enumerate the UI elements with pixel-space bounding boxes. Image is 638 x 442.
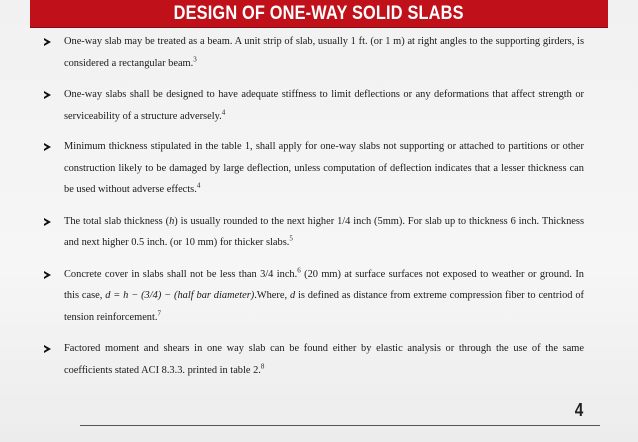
- page-number: 4: [574, 400, 584, 420]
- fraction: 1/4: [337, 215, 351, 227]
- bullet-item: [44, 211, 584, 254]
- arrow-bullet-icon: [44, 218, 51, 226]
- bullet-text: One-way slab may be treated as a beam. A unit strip of slab, usually 1 ft. (or 1 m) at right angles to the supporting girders, is considered a rectangular beam.: [64, 36, 584, 69]
- footnote-ref: 3: [193, 55, 197, 64]
- bullet-text: (20 mm) at surface surfaces not exposed to weather or ground. In this case,: [64, 268, 584, 301]
- bullet-text: Factored moment and shears in one way slab can be found either by elastic analysis or through the use of the same coefficients stated ACI 8.3.3. printed in table 2.: [64, 343, 584, 376]
- arrow-bullet-icon: [44, 91, 51, 99]
- slide-title: DESIGN OF ONE-WAY SOLID SLABS: [173, 2, 465, 24]
- formula: d = h − (3/4) − (half bar diameter): [105, 290, 255, 301]
- math-d: d: [289, 290, 296, 301]
- fraction: 3/4: [260, 268, 274, 280]
- arrow-bullet-icon: [44, 271, 51, 279]
- bullet-text: inch.: [273, 268, 298, 280]
- bullet-list: [44, 29, 584, 381]
- footnote-ref: 5: [289, 234, 293, 243]
- footnote-ref: 4: [196, 181, 201, 190]
- footnote-ref: 7: [157, 309, 161, 318]
- bullet-item: [44, 136, 584, 201]
- footnote-ref: 6: [297, 266, 301, 275]
- math-h: h: [169, 215, 175, 227]
- bullet-item: [44, 84, 584, 127]
- bullet-text: The total slab thickness (: [64, 215, 170, 227]
- title-bar: [30, 0, 608, 28]
- bullet-text: ) is usually rounded to the next higher: [174, 215, 338, 227]
- bullet-item: [44, 338, 584, 381]
- bullet-text: is defined as distance from extreme compression fiber to centriod of tension reinforcement.: [64, 290, 585, 323]
- arrow-bullet-icon: [44, 345, 51, 353]
- footnote-ref: 8: [260, 362, 265, 371]
- arrow-bullet-icon: [44, 143, 51, 151]
- bullet-text: .Where,: [254, 290, 290, 301]
- arrow-bullet-icon: [44, 38, 51, 46]
- bullet-text: One-way slabs shall be designed to have adequate stiffness to limit deflections or any deformations that affect strength or serviceability of a structure adversely.: [64, 89, 584, 122]
- page-divider: [80, 425, 600, 426]
- bullet-item: [44, 264, 584, 329]
- bullet-item: [44, 31, 584, 74]
- footnote-ref: 4: [221, 108, 226, 117]
- bullet-text: Minimum thickness stipulated in the table 1, shall apply for one-way slabs not supporting or attached to partitions or other construction likely to be damaged by large deflection, unless computation of deflection indicates that a lesser thickness can be used without adverse effects.: [64, 141, 584, 195]
- bullet-text: inch (5mm). For slab up to thickness 6 inch. Thickness and next higher 0.5 inch. (or 10 mm) for thicker slabs.: [64, 215, 584, 248]
- bullet-text: Concrete cover in slabs shall not be less than: [64, 268, 261, 280]
